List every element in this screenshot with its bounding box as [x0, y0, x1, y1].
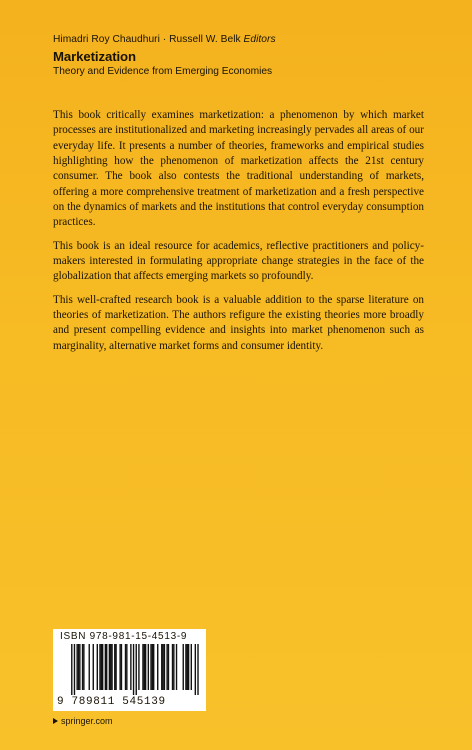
barcode-bar: [99, 644, 100, 690]
barcode-bar: [150, 644, 151, 690]
barcode-bar: [114, 644, 115, 690]
barcode-bar: [83, 644, 84, 690]
barcode-bar: [142, 644, 143, 690]
publisher-site: springer.com: [61, 716, 113, 726]
barcode-bar: [138, 644, 139, 690]
barcode-bar: [172, 644, 173, 690]
barcode-bar: [144, 644, 145, 690]
barcode-bar: [153, 644, 154, 690]
barcode-bar: [79, 644, 80, 690]
barcode-bar: [97, 644, 98, 690]
barcode-bar: [168, 644, 169, 690]
barcode-bar: [115, 644, 116, 690]
barcode-bar: [157, 644, 158, 690]
isbn-text: ISBN 978-981-15-4513-9: [60, 631, 188, 642]
barcode-bar: [166, 644, 167, 690]
barcode-bar: [148, 644, 149, 690]
barcode-bar: [111, 644, 112, 690]
book-title: Marketization: [53, 49, 136, 64]
isbn-barcode: [53, 629, 206, 711]
barcode-bar: [71, 644, 72, 695]
barcode-bar: [119, 644, 120, 690]
barcode-bar: [105, 644, 106, 690]
barcode-bar: [195, 644, 196, 695]
book-header: [53, 34, 423, 78]
barcode-bar: [162, 644, 163, 690]
editors-names: Himadri Roy Chaudhuri · Russell W. Belk: [53, 34, 241, 45]
book-subtitle: Theory and Evidence from Emerging Economies: [53, 66, 273, 77]
publisher-link[interactable]: [53, 716, 113, 726]
barcode-bar: [76, 644, 77, 690]
barcode-bar: [101, 644, 102, 690]
barcode-bar: [106, 644, 107, 690]
barcode-bar: [197, 644, 198, 695]
barcode-bar: [121, 644, 122, 690]
arrow-right-icon: [53, 718, 58, 724]
barcode-bar: [74, 644, 75, 695]
barcode-bar: [89, 644, 90, 690]
barcode-bar: [125, 644, 126, 690]
barcode-bar: [93, 644, 94, 690]
barcode-bar: [136, 644, 137, 695]
barcode-bar: [145, 644, 146, 690]
barcode-bar: [78, 644, 79, 690]
description-paragraph-2: This book is an ideal resource for academics, reflective practitioners and policy-makers interested in formulating appropriate change strategies in the face of the globalization that affects emerging markets so profoundly.: [53, 239, 424, 283]
barcode-bar: [185, 644, 186, 690]
barcode-bar: [183, 644, 184, 690]
barcode-bar: [130, 644, 131, 690]
barcode-bar: [133, 644, 134, 695]
barcode-digits: 9 789811 545139: [57, 696, 166, 708]
barcode-bar: [187, 644, 188, 690]
description: [53, 108, 424, 362]
barcode-bar: [164, 644, 165, 690]
barcode-bar: [173, 644, 174, 690]
barcode-bar: [161, 644, 162, 690]
barcode-bar: [109, 644, 110, 690]
barcode-bar: [188, 644, 189, 690]
description-paragraph-3: This well-crafted research book is a valuable addition to the sparse literature on theories of marketization. The authors refigure the existing theories more broadly and present compelling evidence and insights into market phenomenon such as marginality, alternative market forms and consumer identity.: [53, 293, 424, 352]
barcode-bar: [126, 644, 127, 690]
barcode-icon: [59, 644, 200, 695]
editors-line: [53, 34, 423, 46]
barcode-bar: [152, 644, 153, 690]
barcode-bar: [82, 644, 83, 690]
barcode-bar: [191, 644, 192, 690]
barcode-bar: [102, 644, 103, 690]
editors-role: Editors: [243, 34, 276, 45]
description-paragraph-1: This book critically examines marketization: a phenomenon by which market processes are institutionalized and marketing increasingly pervades all areas of our everyday life. It presents a number of theories, frameworks and empirical studies highlighting how the phenomenon of marketization affects the 21st century consumer. The book also contests the traditional understanding of markets, offering a more comprehensive treatment of marketization and a fresh perspective on the dynamics of markets and the institutions that control everyday consumption practices.: [53, 109, 424, 229]
barcode-bar: [176, 644, 177, 690]
barcode-bar: [110, 644, 111, 690]
